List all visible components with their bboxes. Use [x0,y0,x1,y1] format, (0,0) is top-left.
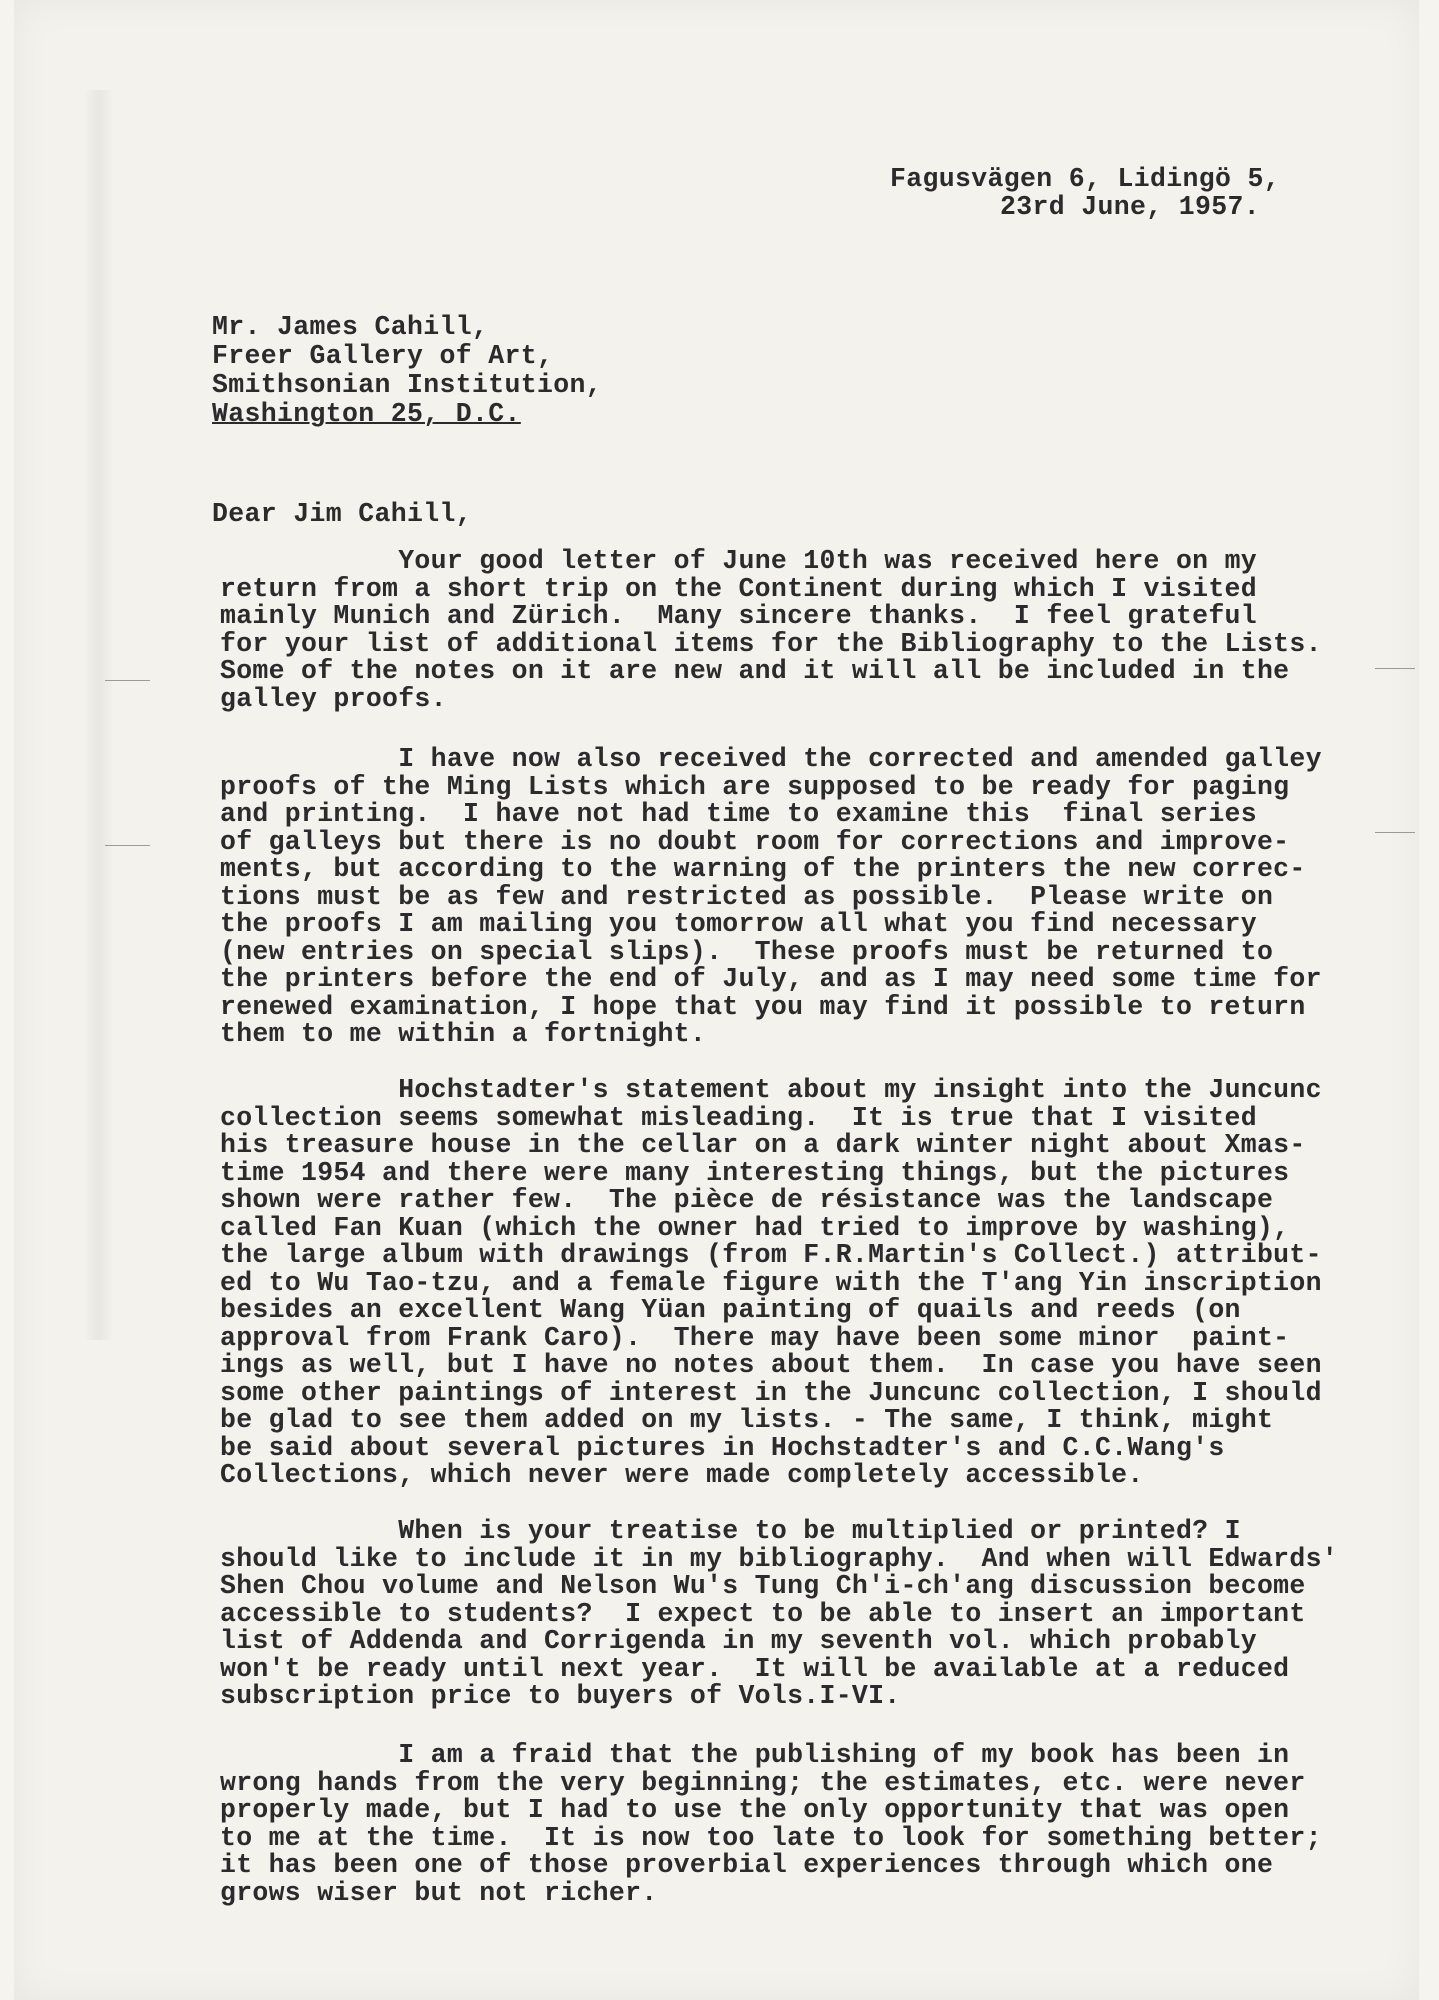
recipient-name: Mr. James Cahill, [212,312,489,342]
margin-mark [1375,668,1415,669]
margin-mark [1375,832,1415,833]
recipient-institution: Freer Gallery of Art, [212,341,554,371]
sender-address-date: 23rd June, 1957. [1000,192,1261,222]
recipient-organization: Smithsonian Institution, [212,370,603,400]
margin-mark [105,845,150,846]
paragraph-5: I am a fraid that the publishing of my book has been in wrong hands from the very beginning; the estimates, etc. were never properly made, but I had to use the only opportunity that was open to me at the time. It is now too late to look for something better; it has been one of those proverbial experiences through which one grows wiser but not richer. [220,1740,1322,1908]
salutation: Dear Jim Cahill, [212,499,473,529]
paragraph-2: I have now also received the corrected and amended galley proofs of the Ming Lists which are supposed to be ready for paging and printing. I have not had time to examine this final series of galleys but there is no doubt room for corrections and improve- ments, but according to the warning of the printers the new correc- tions must be as few and restricted as possible. Please write on the proofs I am mailing you tomorrow all what you find necessary (new entries on special slips). These proofs must be returned to the printers before the end of July, and as I may need some time for renewed examination, I hope that you may find it possible to return them to me within a fortnight. [220,744,1322,1049]
sender-address-line-1: Fagusvägen 6, Lidingö 5, [890,164,1281,194]
margin-mark [105,680,150,681]
paragraph-3: Hochstadter's statement about my insight into the Juncunc collection seems somewhat misleading. It is true that I visited his treasure house in the cellar on a dark winter night about Xmas- time 1954 and there were many interesting things, but the pictures shown were rather few. The pièce de résistance was the landscape called Fan Kuan (which the owner had tried to improve by washing), the large album with drawings (from F.R.Martin's Collect.) attribut- ed to Wu Tao-tzu, and a female figure with the T'ang Yin inscription besides an excellent Wang Yüan painting of quails and reeds (on approval from Frank Caro). There may have been some minor paint- ings as well, but I have no notes about them. In case you have seen some other paintings of interest in the Juncunc collection, I should be glad to see them added on my lists. - The same, I think, might be said about several pictures in Hochstadter's and C.C.Wang's Collections, which never were made completely accessible. [220,1075,1322,1490]
paragraph-1: Your good letter of June 10th was received here on my return from a short trip on the Continent during which I visited mainly Munich and Zürich. Many sincere thanks. I feel grateful for your list of additional items for the Bibliography to the Lists. Some of the notes on it are new and it will all be included in the galley proofs. [220,546,1322,714]
recipient-city: Washington 25, D.C. [212,399,521,429]
paragraph-4: When is your treatise to be multiplied or printed? I should like to include it in my bibliography. And when will Edwards' Shen Chou volume and Nelson Wu's Tung Ch'i-ch'ang discussion become accessible to students? I expect to be able to insert an important list of Addenda and Corrigenda in my seventh vol. which probably won't be ready until next year. It will be available at a reduced subscription price to buyers of Vols.I-VI. [220,1516,1338,1711]
